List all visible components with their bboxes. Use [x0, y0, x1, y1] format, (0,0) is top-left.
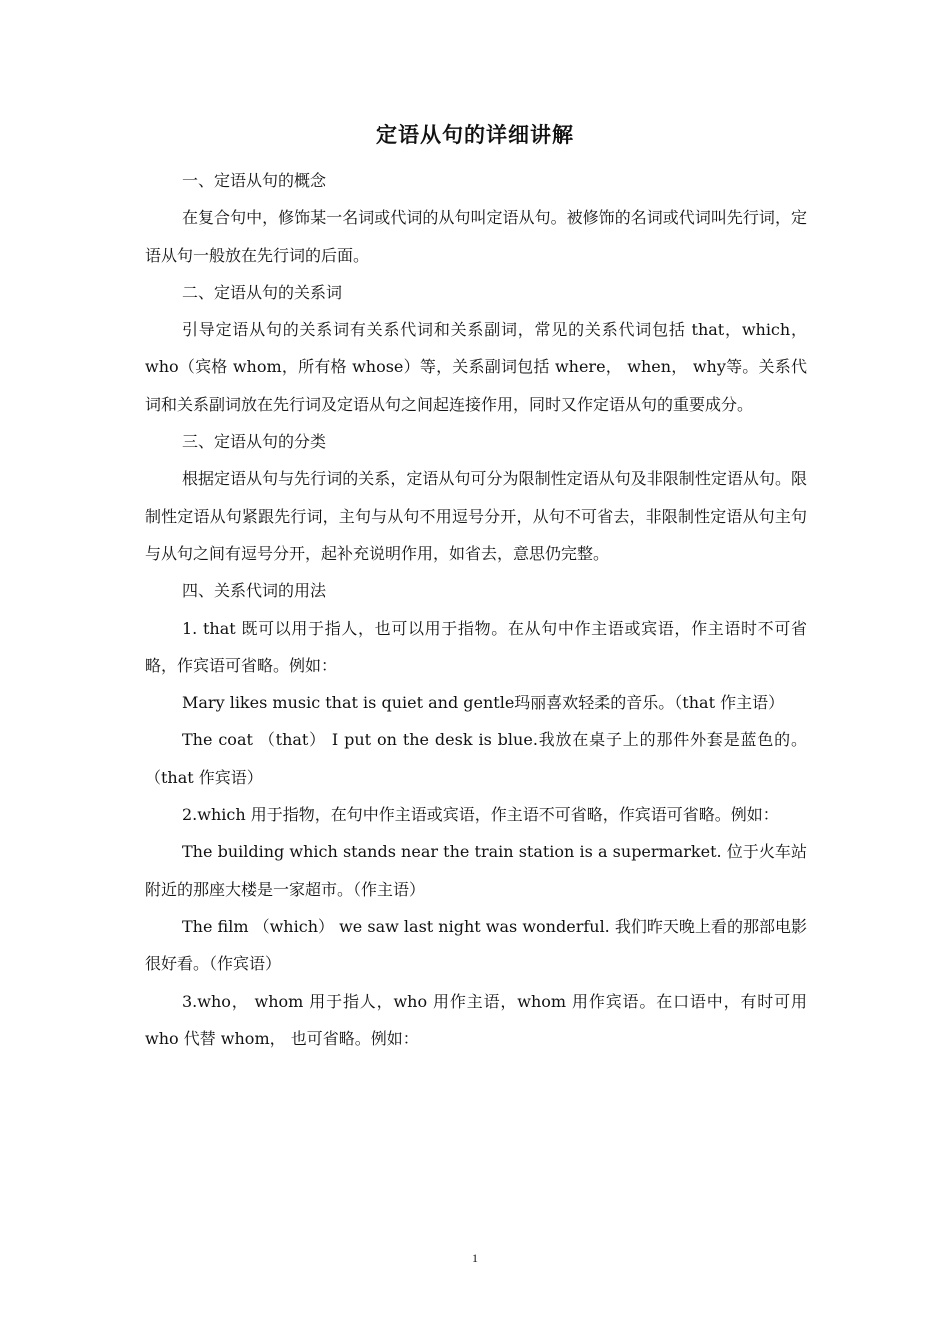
body-paragraph: 在复合句中，修饰某一名词或代词的从句叫定语从句。被修饰的名词或代词叫先行词，定语从句一般放在先行词的后面。 — [145, 208, 807, 265]
body-paragraph: The building which stands near the train station is a supermarket. 位于火车站附近的那座大楼是一家超市。（作主语） — [145, 842, 807, 899]
body-paragraph: 2.which 用于指物，在句中作主语或宾语，作主语不可省略，作宾语可省略。例如： — [182, 805, 779, 825]
body-paragraph: 引导定语从句的关系词有关系代词和关系副词，常见的关系代词包括 that，which， who（宾格 whom，所有格 whose）等，关系副词包括 where， when， why等。关系代词和关系副词放在先行词及定语从句之间起连接作用，同时又作定语从句的重要成分。 — [145, 320, 807, 414]
document-title: 定语从句的详细讲解 — [376, 123, 574, 147]
section-heading: 三、定语从句的分类 — [182, 432, 327, 452]
page-number: 1 — [472, 1251, 478, 1265]
body-paragraph: The film （which） we saw last night was wonderful. 我们昨天晚上看的那部电影很好看。（作宾语） — [145, 916, 807, 974]
section-heading: 一、定语从句的概念 — [182, 171, 327, 190]
body-paragraph: 3.who， whom 用于指人，who 用作主语，whom 用作宾语。在口语中，有时可用 who 代替 whom， 也可省略。例如： — [145, 991, 807, 1048]
section-heading: 四、关系代词的用法 — [182, 581, 327, 601]
body-paragraph: 根据定语从句与先行词的关系，定语从句可分为限制性定语从句及非限制性定语从句。限制性定语从句紧跟先行词，主句与从句不用逗号分开，从句不可省去，非限制性定语从句主句与从句之间有逗号分开，起补充说明作用，如省去，意思仍完整。 — [145, 469, 807, 563]
section-heading: 二、定语从句的关系词 — [182, 282, 343, 302]
body-paragraph: 1. that 既可以用于指人，也可以用于指物。在从句中作主语或宾语，作主语时不可省略，作宾语可省略。例如： — [145, 618, 807, 675]
body-paragraph: The coat （that） I put on the desk is blue.我放在桌子上的那件外套是蓝色的。（that 作宾语） — [145, 730, 807, 787]
body-paragraph: Mary likes music that is quiet and gentle玛丽喜欢轻柔的音乐。（that 作主语） — [182, 693, 785, 713]
document-body — [145, 162, 807, 1057]
